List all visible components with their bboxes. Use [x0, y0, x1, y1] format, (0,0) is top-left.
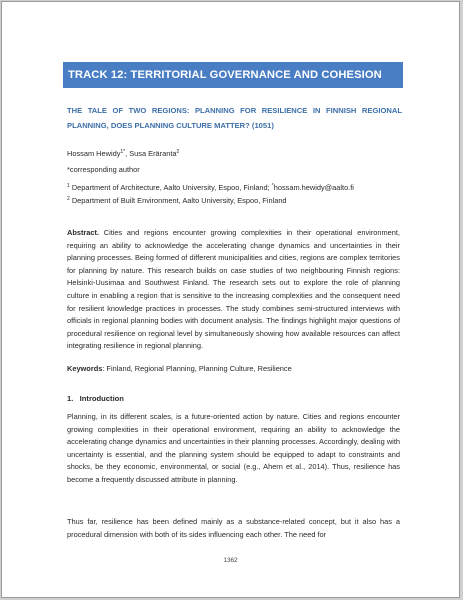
- intro-paragraph: Thus far, resilience has been defined mainly as a substance-related concept, but it also has a procedural dimension with both of its sides influencing each other. The need for: [67, 517, 400, 539]
- affiliation-1: [67, 182, 400, 195]
- email-address: hossam.hewidy@aalto.fi: [273, 183, 354, 192]
- keywords-label: Keywords: [67, 364, 103, 373]
- keywords-text: : Finland, Regional Planning, Planning Culture, Resilience: [102, 364, 292, 373]
- author-line: [67, 148, 400, 161]
- paper-title: THE TALE OF TWO REGIONS: PLANNING FOR RESILIENCE IN FINNISH REGIONAL PLANNING, DOES PLANNING CULTURE MATTER? (1051): [67, 106, 402, 130]
- affiliation-text: Department of Architecture, Aalto University, Espoo, Finland;: [71, 183, 272, 192]
- keywords: [67, 363, 400, 376]
- author-name: Susa Eräranta: [129, 149, 177, 158]
- abstract-text: Cities and regions encounter growing complexities in their operational environment, requiring an ability to acknowledge the accelerating change dynamics and uncertainties in their planning processes. Being formed of different municipalities and cities, regions are complex territories for planning by nature. This research builds on case studies of two neighbouring Finnish regions: Helsinki-Uusimaa and Southwest Finland. The research sets out to explore the role of planning culture in enabling a region that is sensitive to the increasing complexities and the consequent need for resilient knowledge practices in processes. The study combines semi-structured interviews with officials in regional planning bodies with document analysis. The findings highlight major questions of procedural resilience on regional level by simultaneously showing how available resources can affect integrating resilience in regional planning.: [67, 228, 400, 351]
- affiliation-text: Department of Built Environment, Aalto University, Espoo, Finland: [71, 196, 287, 205]
- abstract-label: Abstract.: [67, 228, 100, 237]
- email-marker: *: [271, 183, 274, 189]
- affiliation-2: [67, 195, 400, 208]
- affiliation-number: 2: [67, 196, 70, 202]
- author-marker: 1*: [120, 149, 126, 155]
- abstract: [67, 227, 400, 353]
- track-title: TRACK 12: TERRITORIAL GOVERNANCE AND COHESION: [63, 62, 403, 88]
- corresponding-author-note: *corresponding author: [67, 165, 140, 174]
- intro-paragraph: Planning, in its different scales, is a future-oriented action by nature. Cities and regions encounter growing complexities in their operational environment, requiring an ability to acknowledge the accelerating change dynamics and uncertainties in their planning processes. Accordingly, dealing with uncertainty is essential, and the planning system should be equipped to adapt to constraints and shocks, be they economic, environmental, or social (e.g., Ahern et al., 2014). Thus, resilience has become a frequently discussed attribute in planning.: [67, 412, 400, 484]
- author-name: Hossam Hewidy: [67, 149, 121, 158]
- affiliation-number: 1: [67, 183, 70, 189]
- document-page: [1, 1, 460, 598]
- author-marker: 2: [176, 149, 180, 155]
- section-heading: 1. Introduction: [67, 394, 124, 403]
- page-number: 1362: [223, 557, 238, 564]
- author-separator: ,: [125, 149, 130, 158]
